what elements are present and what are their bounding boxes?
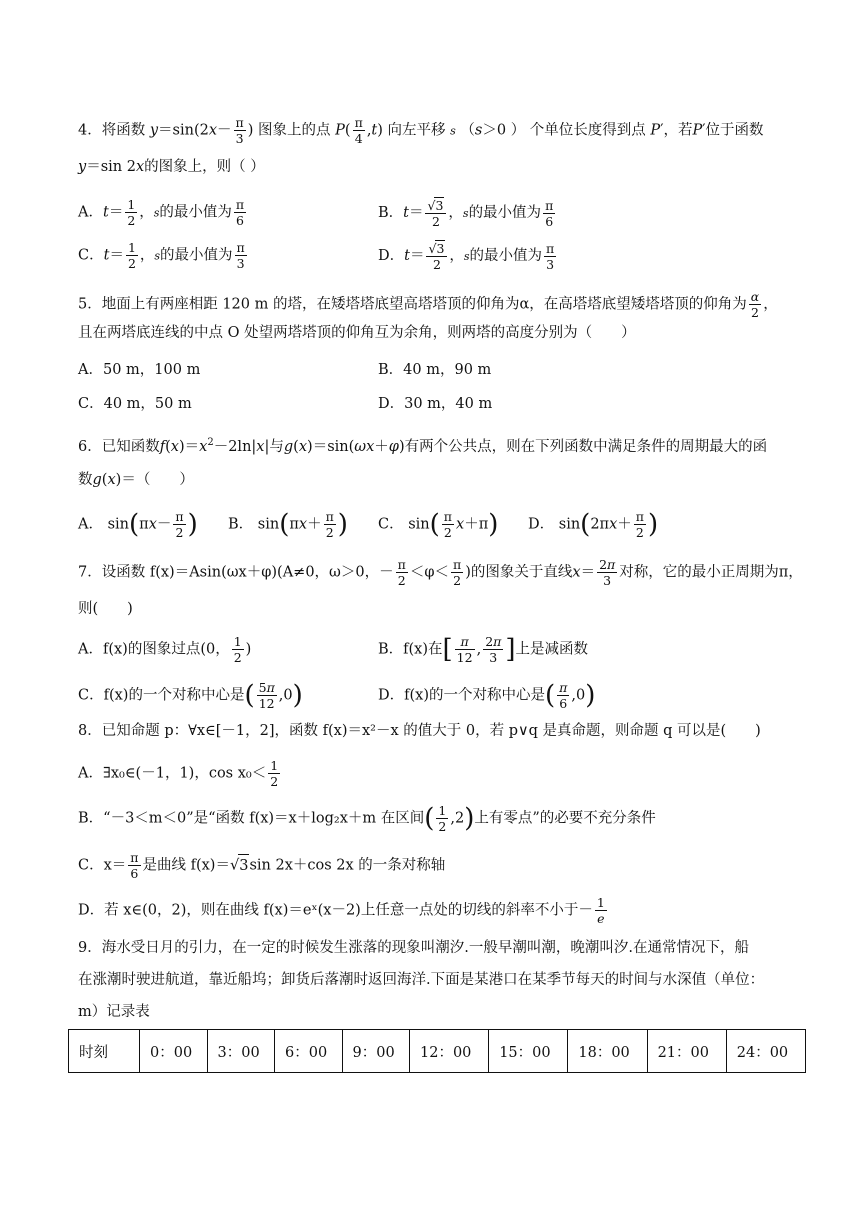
table-cell: 12：00	[410, 1030, 489, 1073]
table-cell: 9：00	[342, 1030, 410, 1073]
q4-option-c: C．t＝ $\frac{1}{2}$ ，s的最小值为 $\frac{\pi}{3}$	[78, 240, 245, 271]
q6-option-a: A． sin(πx－ $\frac{\pi}{2}$ )	[78, 509, 198, 540]
q4-text: 图象上的点	[258, 122, 331, 139]
q7-option-d: D．f(x)的一个对称中心是( $\frac{\pi}{6}$ ,0)	[378, 680, 596, 711]
table-row	[69, 1030, 806, 1073]
q4-text: 4．将函数	[78, 122, 146, 139]
table-cell: 3：00	[207, 1030, 275, 1073]
q4-text: 向左平移	[387, 122, 446, 139]
q8-option-c: C．x＝ $\frac{\pi}{6}$ 是曲线 f(x)＝√3sin 2x＋cos 2x 的一条对称轴	[78, 850, 446, 881]
table-cell: 6：00	[275, 1030, 343, 1073]
q8-line1: 8．已知命题 p：∀x∈[－1，2]，函数 f(x)＝x²－x 的值大于 0，若 p∨q 是真命题，则命题 q 可以是( )	[78, 723, 761, 739]
q8-option-b: B．“－3＜m＜0”是“函数 f(x)＝x＋log₂x＋m 在区间( $\frac{1}{2}$ ,2)上有零点”的必要不充分条件	[78, 803, 656, 834]
table-cell: 18：00	[568, 1030, 647, 1073]
q5-option-b: B．40 m，90 m	[378, 362, 492, 378]
q5-option-c: C．40 m，50 m	[78, 396, 192, 412]
q4-text: （	[460, 122, 475, 139]
q7-option-b: B．f(x)在[ $\frac{\pi}{12}$ , $\frac{2\pi}{3}$ ]上是减函数	[378, 634, 589, 665]
q6-option-c: C． sin( $\frac{\pi}{2}$ x＋π)	[378, 509, 499, 540]
q4-text: 的图象上，则（ ）	[144, 159, 265, 175]
q7-line2: 则( )	[78, 601, 133, 617]
q5-line1: 5．地面上有两座相距 120 m 的塔，在矮塔塔底望高塔塔顶的仰角为α，在高塔塔底望矮塔塔顶的仰角为 $\frac{\alpha}{2}$ ，	[78, 289, 778, 320]
q7-line1: 7．设函数 f(x)＝Asin(ωx＋φ)(A≠0，ω＞0，－ $\frac{\pi}{2}$ ＜φ＜ $\frac{\pi}{2}$ )的图象关于直线x＝ $\frac{2\pi}{3}$ 对称，它的最小正周期为π，	[78, 557, 803, 588]
q5-option-a: A．50 m，100 m	[78, 362, 201, 378]
q6-line1: 6．已知函数$f(x)=x^2-2\ln|x|$与g(x)＝sin(ωx＋φ)有两个公共点，则在下列函数中满足条件的周期最大的函	[78, 437, 768, 455]
q9-line2: 在涨潮时驶进航道，靠近船坞；卸货后落潮时返回海洋.下面是某港口在某季节每天的时间与水深值（单位：	[78, 972, 765, 988]
q4-line1: 4．将函数 y＝sin(2x－ $\frac{\pi}{3}$ ) 图象上的点 P( $\frac{\pi}{4}$ ,t) 向左平移 s （s＞0 ） 个单位长度得到点 P′，若P′位于函数	[78, 115, 764, 146]
q4-line2: y＝sin 2x的图象上，则（ ）	[78, 159, 265, 175]
table-header-cell: 时刻	[69, 1030, 140, 1073]
q4-option-d: D．t＝ $\frac{√3}{2}$ ，s的最小值为 $\frac{\pi}{3}$	[378, 240, 555, 272]
table-cell: 0：00	[140, 1030, 208, 1073]
q4-text: ） 个单位长度得到点	[510, 122, 646, 139]
q6-option-d: D． sin(2πx＋ $\frac{\pi}{2}$ )	[528, 509, 659, 540]
q4-option-b: B．t＝ $\frac{√3}{2}$ ，s的最小值为 $\frac{\pi}{6}$	[378, 197, 554, 229]
tide-record-table	[68, 1029, 806, 1073]
q9-line3: m）记录表	[78, 1004, 150, 1020]
q6-option-b: B． sin(πx＋ $\frac{\pi}{2}$ )	[228, 509, 348, 540]
table-cell: 21：00	[647, 1030, 726, 1073]
q7-option-c: C．f(x)的一个对称中心是( $\frac{5\pi}{12}$ ,0)	[78, 680, 303, 711]
q8-option-a: A．∃x₀∈(－1，1)，cos x₀＜ $\frac{1}{2}$	[78, 758, 279, 789]
q4-text: 位于函数	[705, 122, 764, 139]
table-cell: 24：00	[726, 1030, 805, 1073]
q4-text: ，若	[663, 122, 693, 139]
q8-option-d: D．若 x∈(0，2)，则在曲线 f(x)＝eˣ(x－2)上任意一点处的切线的斜率不小于－ $\frac{1}{e}$	[78, 895, 605, 926]
q5-option-d: D．30 m，40 m	[378, 396, 493, 412]
q4-option-a: A．t＝ $\frac{1}{2}$ ，s的最小值为 $\frac{\pi}{6}$	[78, 197, 245, 228]
q6-line2: 数g(x)＝（ ）	[78, 472, 194, 488]
q5-line2: 且在两塔底连线的中点 O 处望两塔塔顶的仰角互为余角，则两塔的高度分别为（ ）	[78, 325, 636, 341]
q9-line1: 9．海水受日月的引力，在一定的时候发生涨落的现象叫潮汐.一般早潮叫潮，晚潮叫汐.在通常情况下，船	[78, 940, 749, 956]
q7-option-a: A．f(x)的图象过点(0， $\frac{1}{2}$ )	[78, 634, 252, 665]
table-cell: 15：00	[489, 1030, 568, 1073]
